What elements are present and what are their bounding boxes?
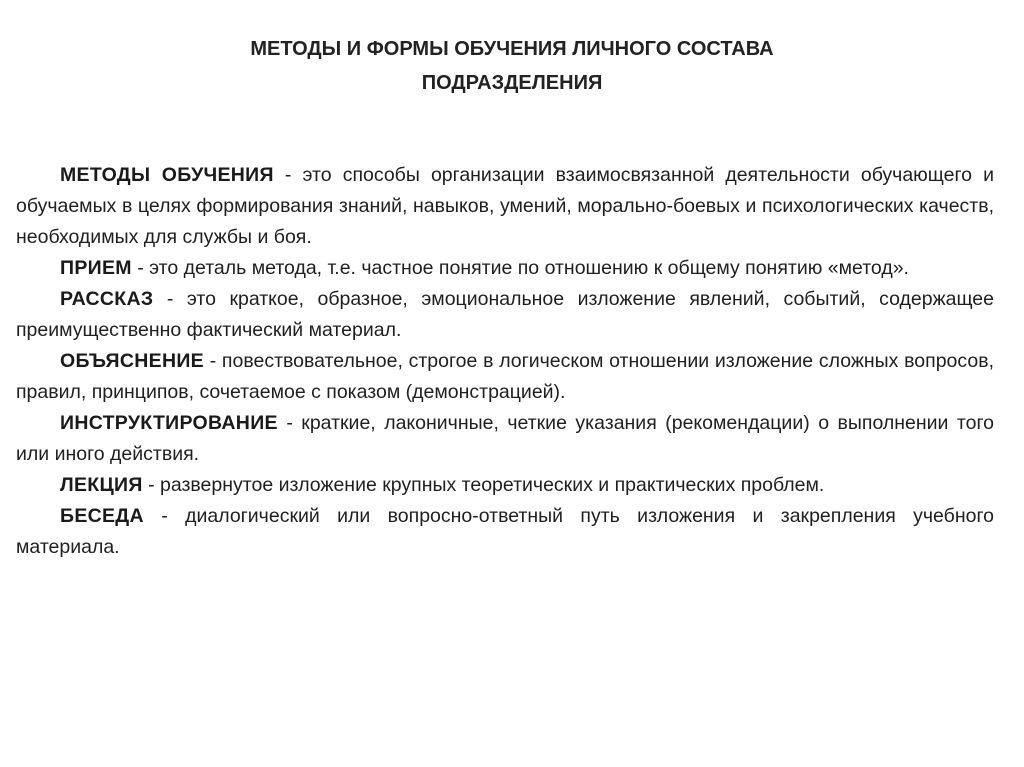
definition-text: - краткие, лаконичные, четкие указания (рекомендации) о выполнении того или иного действия.: [16, 412, 994, 465]
title-line-2: ПОДРАЗДЕЛЕНИЯ: [421, 72, 603, 94]
term: ОБЪЯСНЕНИЕ: [60, 350, 204, 372]
definition-text: - развернутое изложение крупных теоретических и практических проблем.: [142, 474, 825, 496]
term: ПРИЕМ: [60, 257, 132, 279]
definition-text: - это краткое, образное, эмоциональное изложение явлений, событий, содержащее преимущественно фактический материал.: [16, 288, 994, 341]
definition-instruction: [16, 408, 994, 470]
page-title: [0, 32, 1024, 100]
definition-technique: [16, 253, 994, 284]
definition-conversation: [16, 501, 994, 563]
term: БЕСЕДА: [60, 505, 144, 527]
definition-text: - диалогический или вопросно-ответный путь изложения и закрепления учебного материала.: [16, 505, 994, 558]
definition-explanation: [16, 346, 994, 408]
definition-story: [16, 284, 994, 346]
term: МЕТОДЫ ОБУЧЕНИЯ: [60, 164, 274, 186]
definition-lecture: [16, 470, 994, 501]
definitions-list: [16, 160, 994, 563]
definition-text: - повествовательное, строгое в логическом отношении изложение сложных вопросов, правил, принципов, сочетаемое с показом (демонстрацией).: [16, 350, 994, 403]
title-line-1: МЕТОДЫ И ФОРМЫ ОБУЧЕНИЯ ЛИЧНОГО СОСТАВА: [250, 38, 774, 60]
term: РАССКАЗ: [60, 288, 154, 310]
term: ЛЕКЦИЯ: [60, 474, 143, 496]
definition-text: - это способы организации взаимосвязанной деятельности обучающего и обучаемых в целях формирования знаний, навыков, умений, морально-боевых и психологических качеств, необходимых для службы и боя.: [16, 164, 994, 248]
definition-text: - это деталь метода, т.е. частное понятие по отношению к общему понятию «метод».: [131, 257, 909, 279]
term: ИНСТРУКТИРОВАНИЕ: [60, 412, 278, 434]
definition-methods: [16, 160, 994, 253]
